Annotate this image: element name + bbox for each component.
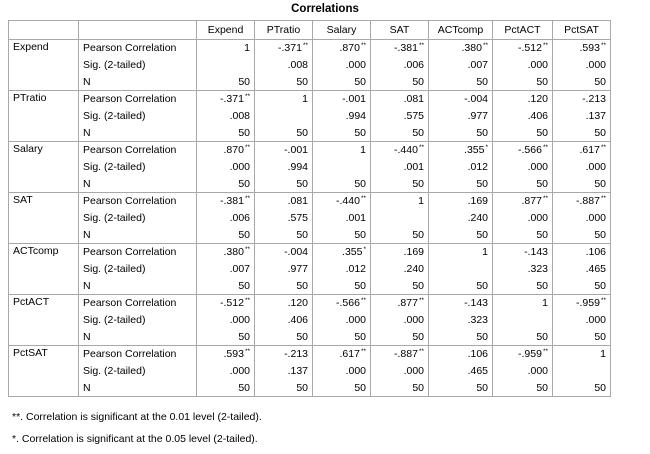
stat-label: N	[79, 176, 197, 193]
table-cell: .000	[313, 312, 371, 329]
table-cell: 50	[429, 380, 493, 397]
table-cell: 50	[429, 176, 493, 193]
correlation-value: -.440	[336, 195, 360, 207]
column-header-actcomp: ACTcomp	[429, 21, 493, 40]
table-cell: .240	[429, 210, 493, 227]
table-cell: 50	[371, 74, 429, 91]
table-cell	[493, 193, 553, 210]
table-cell: 50	[493, 125, 553, 142]
stat-label: Pearson Correlation	[79, 91, 197, 108]
table-cell: 50	[553, 278, 611, 295]
significance-marker: **	[418, 348, 424, 355]
table-cell	[313, 346, 371, 363]
table-cell	[493, 312, 553, 329]
correlation-value: -.512	[518, 42, 542, 54]
column-header-expend: Expend	[197, 21, 255, 40]
column-header-sat: SAT	[371, 21, 429, 40]
table-cell	[371, 40, 429, 57]
table-row	[9, 261, 611, 278]
stat-label: N	[79, 125, 197, 142]
stat-label: Sig. (2-tailed)	[79, 261, 197, 278]
table-cell	[197, 40, 255, 57]
table-cell	[553, 91, 611, 108]
correlation-value: .877	[521, 195, 542, 207]
table-cell	[313, 193, 371, 210]
stat-label: N	[79, 329, 197, 346]
table-cell: 50	[197, 329, 255, 346]
table-cell: .137	[255, 363, 313, 380]
table-cell: 50	[255, 176, 313, 193]
stat-label: Pearson Correlation	[79, 295, 197, 312]
table-cell: .323	[493, 261, 553, 278]
footnotes	[12, 410, 262, 454]
correlation-value: .617	[339, 348, 360, 360]
stat-label: Pearson Correlation	[79, 244, 197, 261]
table-row	[9, 329, 611, 346]
row-variable-label: PTratio	[9, 91, 79, 142]
table-cell	[255, 91, 313, 108]
column-header-ptratio: PTratio	[255, 21, 313, 40]
table-row	[9, 244, 611, 261]
row-variable-label: PctSAT	[9, 346, 79, 397]
correlation-value: -.566	[336, 297, 360, 309]
stat-label: Sig. (2-tailed)	[79, 159, 197, 176]
table-cell	[197, 346, 255, 363]
table-cell: .465	[429, 363, 493, 380]
significance-marker: **	[302, 42, 308, 49]
table-cell: .000	[371, 312, 429, 329]
table-row	[9, 380, 611, 397]
table-cell: .137	[553, 108, 611, 125]
significance-marker: **	[542, 42, 548, 49]
table-cell: 50	[255, 380, 313, 397]
table-cell: 50	[255, 278, 313, 295]
stat-label: Sig. (2-tailed)	[79, 57, 197, 74]
table-cell: .575	[371, 108, 429, 125]
correlation-value: -.887	[576, 195, 600, 207]
table-cell: .406	[255, 312, 313, 329]
significance-marker: **	[600, 144, 606, 151]
table-row	[9, 295, 611, 312]
correlation-value: .169	[403, 246, 424, 258]
correlation-value: -.213	[582, 93, 606, 105]
table-cell: .977	[429, 108, 493, 125]
correlation-value: -.381	[220, 195, 244, 207]
table-cell	[371, 244, 429, 261]
correlation-value: -.381	[394, 42, 418, 54]
column-header-pctsat: PctSAT	[553, 21, 611, 40]
correlation-value: -.371	[220, 93, 244, 105]
table-cell	[553, 295, 611, 312]
significance-marker: **	[244, 246, 250, 253]
table-cell: 50	[553, 329, 611, 346]
table-cell: .001	[313, 210, 371, 227]
significance-marker: **	[244, 297, 250, 304]
correlation-value: -.143	[524, 246, 548, 258]
table-cell	[255, 108, 313, 125]
table-cell: .000	[197, 363, 255, 380]
table-cell	[371, 210, 429, 227]
table-cell	[371, 142, 429, 159]
table-cell: .007	[429, 57, 493, 74]
table-cell	[429, 346, 493, 363]
table-cell: 50	[255, 329, 313, 346]
stat-label: Sig. (2-tailed)	[79, 363, 197, 380]
table-cell: .006	[371, 57, 429, 74]
table-cell: .012	[313, 261, 371, 278]
table-cell	[197, 142, 255, 159]
table-row	[9, 227, 611, 244]
correlation-value: 1	[244, 42, 250, 54]
table-cell: .000	[493, 57, 553, 74]
significance-marker: **	[600, 42, 606, 49]
table-cell	[493, 346, 553, 363]
significance-marker: *	[485, 144, 488, 151]
correlation-value: .593	[579, 42, 600, 54]
table-cell: 50	[493, 74, 553, 91]
table-row	[9, 40, 611, 57]
table-cell: .000	[553, 159, 611, 176]
correlation-value: 1	[600, 348, 606, 360]
table-cell: 50	[197, 380, 255, 397]
table-cell: 50	[197, 278, 255, 295]
table-cell: 50	[197, 125, 255, 142]
table-cell: 50	[429, 74, 493, 91]
significance-marker: **	[360, 42, 366, 49]
table-cell	[197, 57, 255, 74]
correlation-value: .120	[527, 93, 548, 105]
correlation-value: 1	[302, 93, 308, 105]
table-row	[9, 176, 611, 193]
table-cell: .406	[493, 108, 553, 125]
significance-marker: *	[363, 246, 366, 253]
correlation-value: .380	[461, 42, 482, 54]
table-cell	[553, 142, 611, 159]
table-cell: 50	[429, 278, 493, 295]
table-row	[9, 346, 611, 363]
table-cell: .001	[371, 159, 429, 176]
table-cell	[553, 193, 611, 210]
correlation-value: .870	[223, 144, 244, 156]
stat-label: N	[79, 278, 197, 295]
table-cell	[313, 91, 371, 108]
column-header-pctact: PctACT	[493, 21, 553, 40]
table-cell	[313, 244, 371, 261]
table-cell: .000	[313, 363, 371, 380]
table-row	[9, 312, 611, 329]
table-cell: 50	[553, 74, 611, 91]
significance-marker: **	[600, 195, 606, 202]
stat-label: Pearson Correlation	[79, 346, 197, 363]
stat-label: Sig. (2-tailed)	[79, 312, 197, 329]
correlation-value: .106	[585, 246, 606, 258]
table-cell: 50	[553, 176, 611, 193]
table-cell: 50	[371, 125, 429, 142]
stat-label: Pearson Correlation	[79, 193, 197, 210]
table-cell	[197, 91, 255, 108]
table-cell	[493, 91, 553, 108]
correlation-value: .355	[464, 144, 485, 156]
correlation-value: .106	[467, 348, 488, 360]
correlation-value: -.004	[284, 246, 308, 258]
table-row	[9, 125, 611, 142]
significance-marker: **	[244, 195, 250, 202]
table-cell	[371, 346, 429, 363]
table-cell: 50	[371, 176, 429, 193]
table-cell	[313, 159, 371, 176]
table-cell	[255, 40, 313, 57]
table-cell	[553, 40, 611, 57]
table-cell: 50	[371, 329, 429, 346]
significance-marker: **	[360, 297, 366, 304]
correlation-value: 1	[482, 246, 488, 258]
table-cell: 50	[255, 125, 313, 142]
header-blank-cell	[79, 21, 197, 40]
column-header-salary: Salary	[313, 21, 371, 40]
table-cell	[371, 295, 429, 312]
table-cell: .465	[553, 261, 611, 278]
correlation-value: -.887	[394, 348, 418, 360]
correlation-value: -.959	[576, 297, 600, 309]
significance-marker: **	[244, 144, 250, 151]
table-row	[9, 159, 611, 176]
table-cell: 50	[553, 380, 611, 397]
table-cell: .994	[255, 159, 313, 176]
table-cell	[429, 40, 493, 57]
table-cell: .977	[255, 261, 313, 278]
table-row	[9, 91, 611, 108]
correlation-value: 1	[360, 144, 366, 156]
table-cell: .000	[371, 363, 429, 380]
table-cell: 50	[313, 176, 371, 193]
table-cell: 50	[371, 380, 429, 397]
significance-marker: **	[418, 297, 424, 304]
table-cell: 50	[313, 125, 371, 142]
table-cell	[255, 295, 313, 312]
table-cell	[429, 261, 493, 278]
stat-label: N	[79, 380, 197, 397]
table-cell: 50	[313, 74, 371, 91]
correlation-value: .593	[223, 348, 244, 360]
footnote-001: **. Correlation is significant at the 0.01 level (2-tailed).	[12, 411, 262, 423]
correlation-value: -.959	[518, 348, 542, 360]
table-row	[9, 74, 611, 91]
table-cell: .994	[313, 108, 371, 125]
table-cell: 50	[553, 125, 611, 142]
correlation-value: -.440	[394, 144, 418, 156]
stat-label: N	[79, 227, 197, 244]
table-title: Correlations	[291, 3, 359, 15]
table-cell: 50	[493, 176, 553, 193]
row-variable-label: ACTcomp	[9, 244, 79, 295]
correlation-value: .120	[287, 297, 308, 309]
table-row	[9, 278, 611, 295]
correlation-value: -.001	[284, 144, 308, 156]
row-variable-label: SAT	[9, 193, 79, 244]
table-row	[9, 108, 611, 125]
stat-label: Sig. (2-tailed)	[79, 210, 197, 227]
correlation-value: .877	[397, 297, 418, 309]
table-row	[9, 193, 611, 210]
table-cell: .000	[197, 312, 255, 329]
significance-marker: **	[418, 42, 424, 49]
table-cell	[553, 363, 611, 380]
table-cell	[553, 346, 611, 363]
table-cell	[493, 244, 553, 261]
table-cell: 50	[313, 329, 371, 346]
significance-marker: **	[360, 195, 366, 202]
correlations-table	[8, 20, 611, 397]
table-cell: .000	[313, 57, 371, 74]
correlation-value: -.566	[518, 144, 542, 156]
table-cell: 50	[493, 278, 553, 295]
significance-marker: **	[244, 348, 250, 355]
table-cell: 50	[255, 74, 313, 91]
table-cell	[255, 244, 313, 261]
table-cell: .000	[493, 210, 553, 227]
table-cell	[429, 91, 493, 108]
table-cell	[493, 295, 553, 312]
table-cell: .240	[371, 261, 429, 278]
correlation-value: -.213	[284, 348, 308, 360]
correlation-value: .380	[223, 246, 244, 258]
stat-label: Pearson Correlation	[79, 40, 197, 57]
table-cell	[255, 142, 313, 159]
table-cell: 50	[371, 227, 429, 244]
significance-marker: **	[600, 297, 606, 304]
table-cell	[197, 193, 255, 210]
table-cell: .000	[553, 312, 611, 329]
correlation-value: .081	[403, 93, 424, 105]
table-cell: .000	[493, 159, 553, 176]
table-cell: 50	[493, 380, 553, 397]
significance-marker: **	[542, 195, 548, 202]
table-cell: .007	[197, 261, 255, 278]
stat-label: N	[79, 74, 197, 91]
significance-marker: **	[482, 42, 488, 49]
table-cell: 50	[493, 227, 553, 244]
stat-label: Pearson Correlation	[79, 142, 197, 159]
table-cell	[371, 193, 429, 210]
table-cell: 50	[197, 227, 255, 244]
table-row	[9, 363, 611, 380]
table-cell: 50	[429, 125, 493, 142]
table-cell	[313, 40, 371, 57]
row-variable-label: PctACT	[9, 295, 79, 346]
table-cell	[313, 295, 371, 312]
row-variable-label: Salary	[9, 142, 79, 193]
table-row	[9, 142, 611, 159]
table-cell	[429, 244, 493, 261]
significance-marker: **	[542, 348, 548, 355]
table-cell: 50	[313, 227, 371, 244]
row-variable-label: Expend	[9, 40, 79, 91]
correlation-value: -.371	[278, 42, 302, 54]
correlation-value: .081	[287, 195, 308, 207]
table-row	[9, 210, 611, 227]
table-cell	[429, 295, 493, 312]
table-cell	[429, 193, 493, 210]
table-cell: 50	[255, 227, 313, 244]
stat-label: Sig. (2-tailed)	[79, 108, 197, 125]
header-row	[9, 21, 611, 40]
table-cell	[255, 193, 313, 210]
correlation-value: 1	[418, 195, 424, 207]
table-cell: 50	[313, 278, 371, 295]
table-cell	[255, 346, 313, 363]
header-blank-cell	[9, 21, 79, 40]
table-cell: 50	[313, 380, 371, 397]
correlation-value: 1	[542, 297, 548, 309]
table-cell: .012	[429, 159, 493, 176]
table-cell: .008	[255, 57, 313, 74]
table-cell: 50	[197, 176, 255, 193]
table-cell: 50	[553, 227, 611, 244]
table-cell	[493, 142, 553, 159]
correlation-value: .870	[339, 42, 360, 54]
significance-marker: **	[542, 144, 548, 151]
table-cell	[553, 244, 611, 261]
table-cell: .575	[255, 210, 313, 227]
table-cell: 50	[429, 227, 493, 244]
table-cell: .008	[197, 108, 255, 125]
table-cell	[493, 40, 553, 57]
correlation-value: -.001	[342, 93, 366, 105]
table-cell	[429, 142, 493, 159]
table-cell: 50	[493, 329, 553, 346]
table-cell: .006	[197, 210, 255, 227]
significance-marker: **	[360, 348, 366, 355]
correlation-value: -.143	[464, 297, 488, 309]
table-cell: .000	[553, 210, 611, 227]
correlation-value: -.512	[220, 297, 244, 309]
table-row	[9, 57, 611, 74]
table-cell: .000	[553, 57, 611, 74]
correlation-value: -.004	[464, 93, 488, 105]
table-cell: .000	[197, 159, 255, 176]
table-cell	[197, 295, 255, 312]
footnote-005: *. Correlation is significant at the 0.05 level (2-tailed).	[12, 433, 258, 445]
table-cell	[371, 91, 429, 108]
table-cell: 50	[371, 278, 429, 295]
table-cell: .323	[429, 312, 493, 329]
table-cell	[197, 244, 255, 261]
table-cell	[313, 142, 371, 159]
table-cell: .000	[493, 363, 553, 380]
correlation-value: .617	[579, 144, 600, 156]
significance-marker: **	[418, 144, 424, 151]
table-cell: 50	[197, 74, 255, 91]
correlation-value: .355	[342, 246, 363, 258]
correlation-value: .169	[467, 195, 488, 207]
significance-marker: **	[244, 93, 250, 100]
table-cell: 50	[429, 329, 493, 346]
